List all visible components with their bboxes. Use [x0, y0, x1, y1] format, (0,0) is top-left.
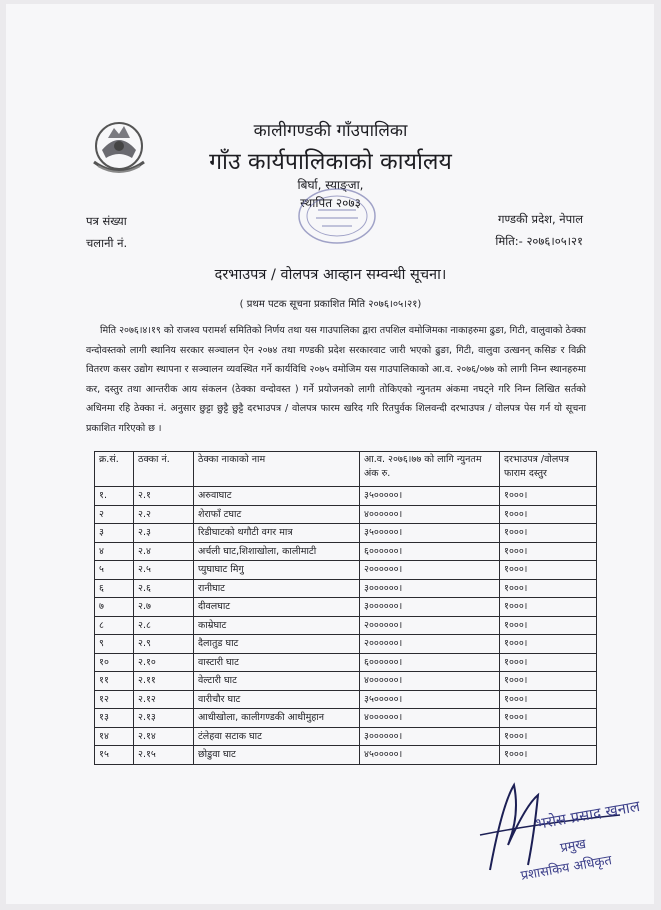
province-label: गण्डकी प्रदेश, नेपाल: [497, 212, 583, 226]
cell-minimum-amount: ४००००००।: [360, 672, 500, 691]
cell-form-fee: १०००।: [500, 709, 597, 728]
cell-contract-no: २.७: [134, 598, 194, 617]
cell-contract-no: २.१४: [134, 727, 194, 746]
cell-minimum-amount: २००००००।: [360, 561, 500, 580]
cell-minimum-amount: ३००००००।: [360, 727, 500, 746]
cell-serial: १.: [95, 487, 134, 506]
cell-contract-no: २.१२: [134, 690, 194, 709]
cell-site-name: शेराफाँ टघाट: [194, 505, 360, 524]
table-row: [95, 635, 597, 654]
table-row: [95, 598, 597, 617]
table-row: [95, 727, 597, 746]
cell-serial: १०: [95, 653, 134, 672]
cell-minimum-amount: ३००००००।: [360, 579, 500, 598]
municipality-name: कालीगण्डकी गाँउपालिका: [253, 121, 408, 141]
cell-contract-no: २.१: [134, 487, 194, 506]
cell-form-fee: १०००।: [500, 598, 597, 617]
cell-serial: २: [95, 505, 134, 524]
cell-site-name: आधीखोला, कालीगण्डकी आधीमुहान: [194, 709, 360, 728]
table-row: [95, 505, 597, 524]
cell-contract-no: २.६: [134, 579, 194, 598]
cell-contract-no: २.१३: [134, 709, 194, 728]
cell-form-fee: १०००।: [500, 690, 597, 709]
cell-form-fee: १०००।: [500, 616, 597, 635]
cell-minimum-amount: ४००००००।: [360, 709, 500, 728]
table-row: [95, 579, 597, 598]
office-name: गाँउ कार्यपालिकाको कार्यालय: [209, 149, 452, 175]
cell-serial: ४: [95, 542, 134, 561]
cell-site-name: अरुवाघाट: [194, 487, 360, 506]
cell-minimum-amount: ४००००००।: [360, 505, 500, 524]
cell-form-fee: १०००।: [500, 579, 597, 598]
table-row: [95, 672, 597, 691]
cell-serial: ५: [95, 561, 134, 580]
cell-site-name: अर्चली घाट,शिशाखोला, कालीमाटी: [194, 542, 360, 561]
table-row: [95, 542, 597, 561]
cell-form-fee: १०००।: [500, 505, 597, 524]
cell-minimum-amount: ३५०००००।: [360, 690, 500, 709]
column-header-form-fee: दरभाउपत्र /वोलपत्र फाराम दस्तुर: [500, 452, 597, 487]
column-header-serial: क्र.सं.: [95, 452, 134, 487]
cell-minimum-amount: ६००००००।: [360, 653, 500, 672]
cell-form-fee: १०००।: [500, 672, 597, 691]
cell-form-fee: १०००।: [500, 487, 597, 506]
table-row: [95, 487, 597, 506]
cell-contract-no: २.८: [134, 616, 194, 635]
cell-form-fee: १०००।: [500, 746, 597, 765]
cell-serial: ७: [95, 598, 134, 617]
notice-subtitle: ( प्रथम पटक सूचना प्रकाशित मिति २०७६।०५।२१): [239, 299, 422, 310]
cell-form-fee: १०००।: [500, 542, 597, 561]
signatory-office: प्रशासकिय अधिकृत: [519, 853, 613, 884]
column-header-site-name: ठेक्का नाकाको नाम: [194, 452, 360, 487]
table-row: [95, 690, 597, 709]
cell-site-name: दैलातुड घाट: [194, 635, 360, 654]
signatory-name: भरोस प्रसाद खनाल: [534, 796, 642, 834]
cell-minimum-amount: ३००००००।: [360, 598, 500, 617]
office-address: बिर्घा, स्याङ्जा,: [297, 178, 364, 192]
notice-title: दरभाउपत्र / वोलपत्र आव्हान सम्वन्धी सूचना।: [214, 267, 447, 283]
cell-serial: ८: [95, 616, 134, 635]
established-year: स्थापित २०७३: [300, 196, 361, 210]
cell-minimum-amount: ६००००००।: [360, 542, 500, 561]
cell-minimum-amount: ३५०००००।: [360, 487, 500, 506]
cell-serial: १५: [95, 746, 134, 765]
cell-contract-no: २.२: [134, 505, 194, 524]
cell-site-name: वेल्टारी घाट: [194, 672, 360, 691]
cell-serial: ९: [95, 635, 134, 654]
cell-site-name: रिडीघाटको थगौटी वगर मात्र: [194, 524, 360, 543]
reference-number-label: पत्र संख्या: [86, 214, 127, 228]
rates-table: [94, 451, 597, 765]
column-header-minimum-amount: आ.व. २०७६।७७ को लागि न्युनतम अंक रु.: [360, 452, 500, 487]
cell-site-name: टंलेहवा सटाक घाट: [194, 727, 360, 746]
cell-contract-no: २.५: [134, 561, 194, 580]
cell-form-fee: १०००।: [500, 561, 597, 580]
cell-contract-no: २.४: [134, 542, 194, 561]
table-row: [95, 653, 597, 672]
cell-form-fee: १०००।: [500, 727, 597, 746]
cell-serial: १४: [95, 727, 134, 746]
notice-body: मिति २०७६।४।१९ को राजश्व परामर्श समितिको निर्णय तथा यस गाउपालिका द्वारा तपशिल वमोजिमका नाकाहरुमा ढुङा, गिटी, वालुवाको ठेक्का वन्दोवस्तको लागी स्थानिय सरकार सञ्चालन ऐन २०७४ तथा गण्डकी प्रदेश सरकारवाट जारी भएको ढुङा, गिटी, वालुवा उत्खनन् कसिङ र विक्री वितरण कसर उद्योग स्थापना र सञ्चालन व्यवस्थित गर्ने कार्यविधि २०७५ वमोजिम यस गाउपालिकाको आ.व. २०७६/०७७ को लागी निम्न स्थानहरुमा कर, दस्तुर तथा आन्तरीक आय संकलन (ठेक्का वन्दोवस्त ) गर्ने प्रयोजनको लागी तोकिएको न्युनतम अंकमा नघट्ने गरि निम्न लिखित सर्तको अधिनमा रहि ठेक्का नं. अनुसार छुट्टा छुट्टै छुट्टै दरभाउपत्र / वोलपत्र फारम खरिद गरि रितपुर्वक शिलवन्दी दरभाउपत्र / वोलपत्र पेस गर्न यो सूचना प्रकाशित गरिएको छ ।: [86, 325, 586, 434]
cell-minimum-amount: २००००००।: [360, 635, 500, 654]
table-row: [95, 524, 597, 543]
cell-site-name: छोडुवा घाट: [194, 746, 360, 765]
cell-form-fee: १०००।: [500, 635, 597, 654]
cell-minimum-amount: २००००००।: [360, 616, 500, 635]
cell-serial: १३: [95, 709, 134, 728]
cell-site-name: वारीचौर घाट: [194, 690, 360, 709]
table-row: [95, 709, 597, 728]
cell-site-name: दीवलघाट: [194, 598, 360, 617]
cell-form-fee: १०००।: [500, 524, 597, 543]
cell-serial: ११: [95, 672, 134, 691]
table-row: [95, 561, 597, 580]
table-row: [95, 746, 597, 765]
cell-site-name: वास्टारी घाट: [194, 653, 360, 672]
cell-site-name: रानीघाट: [194, 579, 360, 598]
cell-contract-no: २.१०: [134, 653, 194, 672]
cell-minimum-amount: ३५०००००।: [360, 524, 500, 543]
cell-serial: १२: [95, 690, 134, 709]
cell-contract-no: २.९: [134, 635, 194, 654]
cell-minimum-amount: ४५०००००।: [360, 746, 500, 765]
column-header-contract-no: ठक्का नं.: [134, 452, 194, 487]
cell-site-name: प्युघाघाट मिगु: [194, 561, 360, 580]
table-row: [95, 616, 597, 635]
cell-serial: ६: [95, 579, 134, 598]
dispatch-number-label: चलानी नं.: [86, 236, 128, 250]
cell-serial: ३: [95, 524, 134, 543]
table-header-row: [95, 452, 597, 487]
cell-contract-no: २.३: [134, 524, 194, 543]
cell-contract-no: २.११: [134, 672, 194, 691]
cell-site-name: काम्रेघाट: [194, 616, 360, 635]
document-date: मिति:- २०७६।०५।२१: [495, 234, 583, 248]
cell-contract-no: २.१५: [134, 746, 194, 765]
office-stamp-icon: [296, 186, 378, 246]
cell-form-fee: १०००।: [500, 653, 597, 672]
signatory-role: प्रमुख: [559, 836, 588, 857]
